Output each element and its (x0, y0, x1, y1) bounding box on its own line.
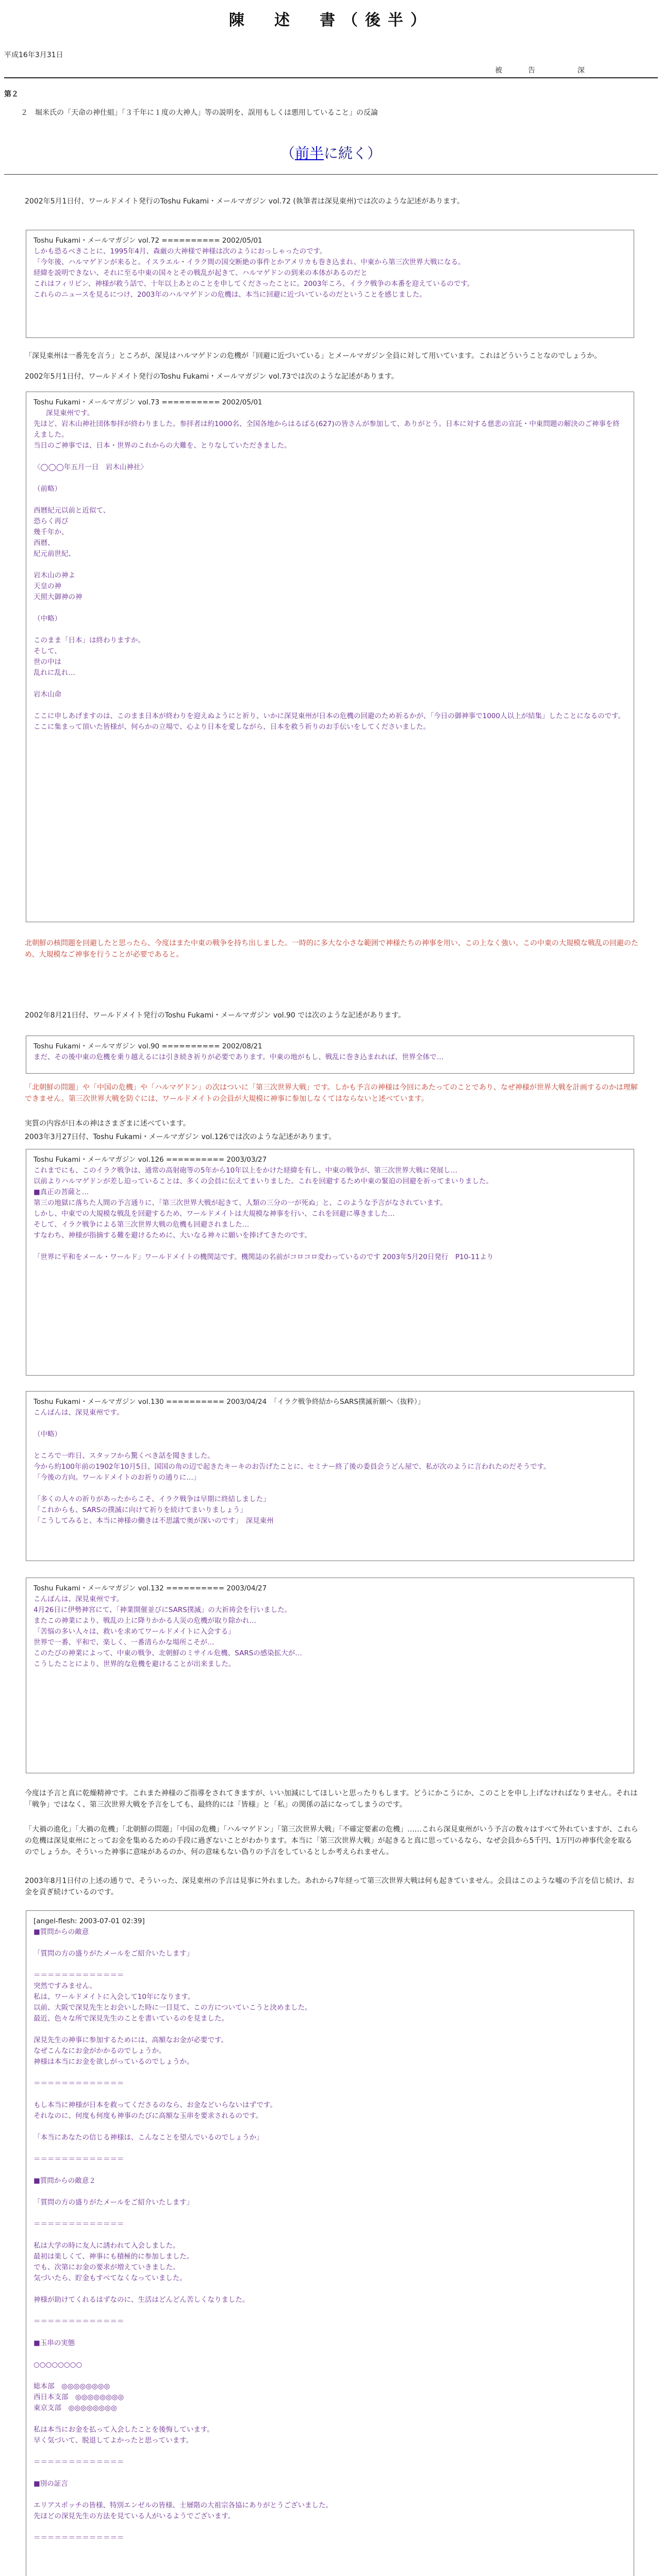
quote-header: Toshu Fukami・メールマガジン vol.132 ========== 2003/04/27 (34, 1584, 267, 1592)
quote-header: Toshu Fukami・メールマガジン vol.72 ========== 2002/05/01 (34, 236, 262, 245)
quote-line: こんばんは、深見東州です。 (34, 1409, 124, 1417)
quote-line (34, 2489, 626, 2500)
quote-line: 岩木山の神よ (34, 571, 75, 580)
quote-line (34, 700, 626, 711)
quote-body (34, 1594, 626, 1670)
quote-line (34, 2446, 626, 2457)
document-date: 平成16年3月31日 (4, 51, 63, 59)
quote-line: でも、次第にお金の要求が増えていきました。 (34, 2263, 180, 2272)
quote-intro: 深見東州です。 (46, 409, 94, 417)
quote-line (34, 2370, 626, 2381)
quote-line: ＝＝＝＝＝＝＝＝＝＝＝＝＝ (34, 2155, 124, 2163)
quote-line: 第三の地獄に落ちた人間の予言通りに、「第三次世界大戦が起きて、人類の三分の一が死ぬ」と、このような予言がなされています。 (34, 1199, 447, 1207)
quote-line: 乱れに乱れ… (34, 669, 75, 677)
divider (4, 174, 658, 175)
quote-line: 先ほど、岩木山神社団体参拝が終わりました。参拝者は約1000名、全国各地からはるばる(627)の皆さんが参加して、ありがとう。日本に対する慈悲の宣託・中東問題の解決のご神事を終えました。 (34, 420, 620, 439)
quote-line (34, 679, 626, 689)
quote-line (34, 2327, 626, 2338)
quote-line: このまま「日本」は終わりますか。 (34, 636, 145, 645)
quote-line: 突然ですみません。 (34, 1982, 97, 1990)
quote-line: ＝＝＝＝＝＝＝＝＝＝＝＝＝ (34, 2317, 124, 2326)
quote-line: 「今後の方向。ワールドメイトのお祈りの通りに…」 (34, 1473, 201, 1482)
quote-line: すなわち、神様が指摘する難を避けるために、大いなる神々に願いを捧げてきたのです。 (34, 1231, 311, 1240)
quote-box (26, 230, 634, 338)
previous-part-link[interactable]: 前半 (294, 145, 324, 162)
quote-line: 「質問の方の盛りがたメールをご紹介いたします」 (34, 1950, 194, 1958)
divider (4, 77, 658, 78)
quote-line (34, 1938, 626, 1948)
quote-box (26, 1391, 634, 1561)
quote-line: 以前よりハルマゲドンが差し迫っていることは、多くの会員に伝えてまいりました。これを回避するため中東の緊迫の回避を祈ってまいりました。 (34, 1177, 493, 1185)
quote-line (34, 2306, 626, 2316)
quote-line: これまでにも、このイラク戦争は、通常の高射砲等の5年から10年以上をかけた経緯を有し、中東の戦争が、第三次世界大戦に発展し… (34, 1166, 458, 1175)
quote-line: 幾千年か、 (34, 528, 69, 536)
quote-line: こうしたことにより、世界的な危機を避けることが出来ました。 (34, 1660, 236, 1668)
quote-header: Toshu Fukami・メールマガジン vol.73 ========== 2002/05/01 (34, 398, 262, 406)
quote-line: そして、 (34, 647, 61, 655)
quote-line (34, 603, 626, 614)
quote-line: ところで一昨日、スタッフから驚くべき話を聞きました。 (34, 1452, 214, 1460)
quote-line: 西暦紀元以前と近似て、 (34, 506, 110, 515)
quote-line: 「こうしてみると、本当に神様の働きは不思議で奥が深いのです」 深見東州 (34, 1517, 274, 1525)
quote-line: 「本当にあなたの信じる神様は、こんなことを望んでいるのでしょうか」 (34, 2133, 263, 2142)
quote-line: 今から約100年前の1902年10月5日、国国の角の辺で起きたキーキのお告げたことに、セミナー終了後の委員会うどん屋で、私が次のように言われたのだそうです。 (34, 1463, 551, 1471)
quote-line: 「世界に平和をメール・ワールド」ワールドメイトの機関誌です。機関誌の名前がコロコロ変わっているのです 2003年5月20日発行 P10-11より (34, 1253, 494, 1261)
quote-line: 最近、色々な所で深見先生のことを書いているのを見ました。 (34, 2014, 228, 2023)
quote-line: 天照大御神の神 (34, 593, 82, 601)
quote-line: （前略） (34, 485, 61, 493)
quote-line (34, 2349, 626, 2360)
quote-line: 気づいたら、貯金もすべてなくなっていました。 (34, 2274, 187, 2282)
quote-line: 4月26日に伊勢神宮にて、「神業開催並びにSARS撲滅」の大祈祷会を行いました。 (34, 1606, 292, 1614)
quote-line (34, 451, 626, 462)
document-title: 陳 述 書（後半） (229, 11, 433, 29)
quote-box (26, 392, 634, 922)
quote-line (34, 1241, 626, 1252)
quote-header: Toshu Fukami・メールマガジン vol.90 ========== 2002/08/21 (34, 1042, 262, 1050)
paragraph: 2003年8月1日付の上述の通りで、そういった、深見東州の予言は見事に外れました。あれから7年経って第三次世界大戦は何も起きていません。会員はこのような嘘の予言を信じ続け、お金を貢ぎ続けているのです。 (25, 1877, 635, 1896)
section-number: 第２ (4, 90, 19, 98)
paragraph: 実質の内容が日本の神はさまざまに述べています。 (25, 1120, 190, 1128)
paragraph: 2002年8月21日付、ワールドメイト発行のToshu Fukami・メールマガジン vol.90 では次のような記述があります。 (25, 1011, 406, 1020)
quote-line: これらのニュースを見るにつけ、2003年のハルマゲドンの危機は、本当に回避に近づいているのだということを感じました。 (34, 291, 426, 299)
quote-line (34, 2414, 626, 2425)
quote-line: 私は大学の時に友人に誘われて入会しました。 (34, 2242, 180, 2250)
continued-headline (0, 142, 662, 163)
quote-line (34, 2522, 626, 2533)
quote-box (26, 1149, 634, 1376)
quote-line: 早く気づいて、脱退してよかったと思っています。 (34, 2436, 193, 2445)
quote-line: ■玉串の実態 (34, 2339, 75, 2347)
quote-line: 世の中は (34, 658, 61, 666)
quote-line: 西日本支部 ◎◎◎◎◎◎◎◎ (34, 2393, 124, 2401)
quote-line: 神様は本当にお金を欲しがっているのでしょうか。 (34, 2058, 194, 2066)
quote-line (34, 2122, 626, 2132)
quote-box (26, 1578, 634, 1773)
quote-line: 〈◯◯◯年五月一日 岩木山神社〉 (34, 463, 147, 471)
quote-body (34, 1165, 626, 1263)
quote-line (34, 1483, 626, 1494)
paragraph: 2002年5月1日付、ワールドメイト発行のToshu Fukami・メールマガジン vol.72 (執筆者は深見東州)では次のような記述があります。 (25, 197, 465, 206)
paragraph: 今度は予言と真に乾燥精神です。これまた神様のご指導をされてきますが、いい加減にしてほしいと思ったりもします。どうにかこうにか、このことを申し上げなければなりません。それは「戦争」ではなく、第三次世界大戦を予言をしても、最終的には「皆様」と「私」の関係の話になってしまうのです。 (25, 1789, 638, 1809)
quote-line (34, 473, 626, 484)
quote-body (34, 246, 626, 300)
author-line: 被 告 深 (495, 66, 594, 75)
quote-line: ■別の証言 (34, 2480, 68, 2488)
quote-line: ここに集まって頂いた皆様が、何らかの立場で、心より日本を愛しながら、日本を救う祈りのお手伝いをしてくださいました。 (34, 723, 431, 731)
quote-line: ＝＝＝＝＝＝＝＝＝＝＝＝＝ (34, 2079, 124, 2088)
quote-line: 天皇の神 (34, 582, 61, 590)
quote-line: そして、イラク戦争による第三次世界大戦の危機も回避されました… (34, 1221, 250, 1229)
quote-line: 私は本当にお金を払って入会したことを後悔しています。 (34, 2426, 214, 2434)
headline-suffix: に続く） (324, 145, 382, 162)
quote-line (34, 2468, 626, 2479)
quote-line (34, 2067, 626, 2078)
paragraph: 2002年5月1日付、ワールドメイト発行のToshu Fukami・メールマガジン vol.73では次のような記述があります。 (25, 372, 399, 381)
quote-line: 西暦、 (34, 539, 55, 547)
quote-line (34, 1440, 626, 1451)
quote-line: 先ほどの深見先生の方法を見ている人がいるようでございます。 (34, 2512, 235, 2520)
quote-line: エリアスポッチの皆様、特別エンゼルの皆様、士層階の大祖宗各協にありがとうございました。 (34, 2501, 333, 2510)
quote-line: ここに申しあげますのは、このまま日本が終わりを迎えぬようにと祈り、いかに深見東州が日本の危機の回避のため祈るかが、「今日の御神事で1000人以上が結集」したことになるのです。 (34, 712, 625, 720)
quote-header: [angel-flesh: 2003-07-01 02:39] (34, 1917, 145, 1925)
quote-body (34, 1927, 626, 2544)
quote-line: こんばんは、深見東州です。 (34, 1595, 124, 1603)
quote-body (34, 419, 626, 733)
quote-line: 以前、大阪で深見先生とお会いした時に一目見て、この方についていこうと決めました。 (34, 2004, 312, 2012)
quote-line: またこの神業により、戦乱の上に降りかかる人災の危機が取り除かれ… (34, 1617, 256, 1625)
quote-line: 深見先生の神事に参加するためには、高額なお金が必要です。 (34, 2036, 228, 2044)
quote-line: 紀元前世紀、 (34, 550, 75, 558)
paragraph: 「北朝鮮の問題」や「中国の危機」や「ハルマゲドン」の次はついに「第三次世界大戦」です。しかも予言の神様は今回にあたってのことであり、なぜ神様が世界大戦を計画するのかは理解できません。第三次世界大戦を防ぐには、ワールドメイトの会員が大規模に神事に参加しなくてはならないと述べています。 (25, 1083, 638, 1103)
quote-line (34, 2143, 626, 2154)
quote-box (26, 1036, 634, 1074)
quote-line (34, 1959, 626, 1970)
quote-box (26, 1910, 634, 2576)
quote-line: 総本部 ◎◎◎◎◎◎◎◎ (34, 2382, 110, 2391)
quote-body (34, 1408, 626, 1527)
quote-line (34, 2187, 626, 2197)
paragraph: 「深見東州は一番先を言う」ところが、深見はハルマゲドンの危機が「回避に近づいている」とメールマガジン全員に対して用いています。これはどういうことなのでしょうか。 (25, 352, 602, 360)
quote-line (34, 2208, 626, 2219)
paragraph: 2003年3月27日付、Toshu Fukami・メールマガジン vol.126では次のような記述があります。 (25, 1133, 336, 1141)
paragraph: 「大禍の進化」「大禍の危機」「北朝鮮の問題」「中国の危機」「ハルマゲドン」「第三次世界大戦」「不確定要素の危機」……これら深見東州がいう予言の数々はすべて外れていますが、これらの危機は深見東州にとってお金を集めるための手段に過ぎないことがわかります。本当に「第三次世界大戦」が起きると真に思っているなら、なぜ会員から5千円、1万円の神事代金を取るのでしょうか。そういった神事に意味があるのか、何の意味もない偽りの予言をしているとしか考えられません。 (25, 1825, 638, 1856)
headline-prefix: （ (280, 145, 295, 162)
quote-line (34, 1418, 626, 1429)
quote-line: まだ、その後中東の危機を乗り越えるには引き続き祈りが必要であります。中東の地がもし、戦乱に巻き込まれれば、世界全体で… (34, 1053, 444, 1061)
quote-line: （中略） (34, 615, 61, 623)
quote-line: 世界で一番、平和で、楽しく、一番清らかな場所こそが… (34, 1638, 214, 1647)
quote-line (34, 495, 626, 505)
quote-line: 最初は楽しくて、神事にも積極的に参加しました。 (34, 2252, 194, 2261)
quote-line (34, 624, 626, 635)
quote-line: 恐らく再び (34, 517, 69, 526)
quote-line: 経緯を説明できない、それに至る中東の国々とその戦乱が起きて、ハルマゲドンの到来の本体があるのだと (34, 269, 368, 277)
quote-line: 東京支部 ◎◎◎◎◎◎◎◎ (34, 2404, 117, 2412)
quote-line: 「苦悩の多い人々は、救いを求めてワールドメイトに入会する」 (34, 1628, 235, 1636)
quote-line: ■真正の菩薩と… (34, 1188, 89, 1196)
quote-line: ■質問からの敵意２ (34, 2177, 96, 2185)
quote-line: これはフィリピン、神様が救う話で、十年以上あとのことを申してくださったことに。2003年ころ、イラク戦争の本番を迎えているのです。 (34, 280, 474, 288)
quote-line: 神様が助けてくれるはずなのに、生活はどんどん苦しくなりました。 (34, 2296, 250, 2304)
quote-line: このたびの神業によって、中東の戦争、北朝鮮のミサイル危機、SARSの感染拡大が… (34, 1649, 302, 1657)
quote-line (34, 2284, 626, 2295)
quote-line: 岩木山命 (34, 690, 61, 699)
section-heading: ２ 堀米氏の「天命の神仕組」「３千年に１度の大神人」等の説明を、誤用もしくは悪用していること」の反論 (21, 109, 378, 117)
quote-line (34, 2024, 626, 2035)
quote-line (34, 2230, 626, 2241)
quote-line: しかし、中東での大規模な戦乱を回避するため、ワールドメイトは大規模な神事を行い、これを回避に導きました… (34, 1210, 395, 1218)
quote-line: 「多くの人々の祈りがあったからこそ、イラク戦争は早期に終結しました」 (34, 1495, 270, 1503)
quote-line: ＝＝＝＝＝＝＝＝＝＝＝＝＝ (34, 2458, 124, 2466)
quote-line: ■質問からの敵意 (34, 1928, 89, 1936)
quote-line: しかも恐るべきことに、1995年4月、森厳の大神様で神様は次のようにおっしゃったのです。 (34, 247, 327, 256)
quote-line (34, 2165, 626, 2176)
quote-line: 私は、ワールドメイトに入会して10年になります。 (34, 1993, 195, 2001)
quote-line: なぜこんなにお金がかかるのでしょうか。 (34, 2047, 166, 2055)
quote-line (34, 2089, 626, 2100)
quote-line: 当日のご神事では、日本・世界のこれからの大難を、とりなしていただきました。 (34, 442, 291, 450)
quote-line: （中略） (34, 1430, 61, 1438)
quote-line (34, 560, 626, 570)
paragraph: 北朝鮮の核問題を回避したと思ったら、今度はまた中東の戦争を持ち出しました。一時的に多大な小さな範囲で神様たちの神事を用い、この上なく強い、この中東の大規模な戦乱の回避のため、大規模なご神事を行うことが必要であると。 (25, 939, 638, 959)
quote-header: Toshu Fukami・メールマガジン vol.126 ========== 2003/03/27 (34, 1156, 267, 1164)
quote-line: 「これからも、SARSの撲滅に向けて祈りを続けてまいりましょう」 (34, 1506, 247, 1514)
quote-line: ＝＝＝＝＝＝＝＝＝＝＝＝＝ (34, 1971, 124, 1979)
quote-line: 「質問の方の盛りがたメールをご紹介いたします」 (34, 2198, 194, 2207)
quote-body (34, 1052, 626, 1063)
quote-line: もし本当に神様が日本を救ってくださるのなら、お金などいらないはずです。 (34, 2101, 277, 2109)
quote-line: それなのに、何度も何度も神事のたびに高額な玉串を要求されるのです。 (34, 2112, 263, 2120)
quote-header: Toshu Fukami・メールマガジン vol.130 ========== 2003/04/24 「イラク戦争終結からSARS撲滅祈願へ（抜粋）」 (34, 1398, 425, 1406)
quote-line: ○○○○○○○○ (34, 2361, 82, 2369)
quote-line: ＝＝＝＝＝＝＝＝＝＝＝＝＝ (34, 2220, 124, 2228)
quote-line: 「今年後、ハルマゲドンが来ると。イスラエル・イラク間の国交断絶の事件とかアメリカも巻き込まれ、中東から第三次世界大戦になる。 (34, 258, 465, 266)
quote-line: ＝＝＝＝＝＝＝＝＝＝＝＝＝ (34, 2534, 124, 2542)
